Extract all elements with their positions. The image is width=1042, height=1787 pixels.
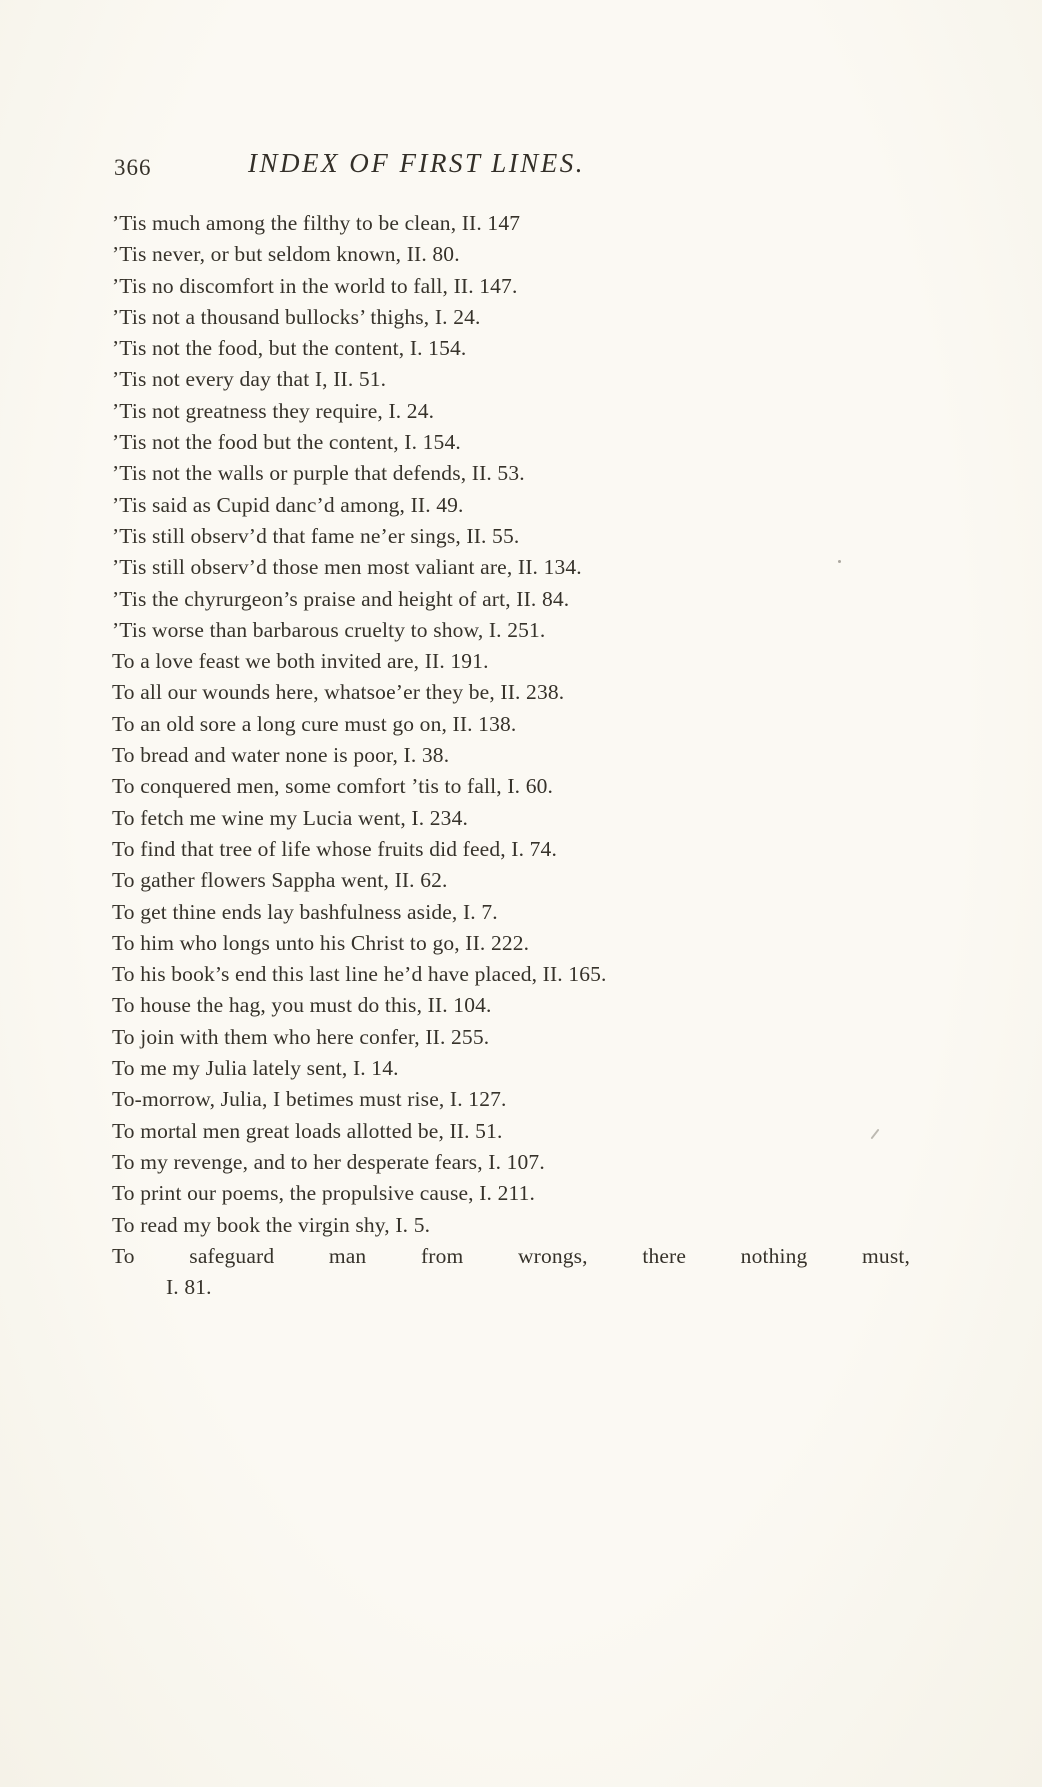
index-entry: To an old sore a long cure must go on, II. 138.	[112, 711, 517, 736]
page-content	[112, 146, 910, 1303]
index-entry: ’Tis not the food, but the content, I. 154.	[112, 336, 467, 361]
index-entry: ’Tis never, or but seldom known, II. 80.	[112, 242, 460, 267]
scan-artifact	[838, 560, 841, 563]
index-entry: I. 81.	[166, 1275, 212, 1300]
index-entry: To his book’s end this last line he’d have placed, II. 165.	[112, 962, 607, 987]
index-entry: To fetch me wine my Lucia went, I. 234.	[112, 805, 469, 830]
index-entry: To him who longs unto his Christ to go, II. 222.	[112, 930, 530, 955]
index-entry: ’Tis still observ’d those men most valiant are, II. 134.	[112, 555, 582, 580]
page-number: 366	[114, 155, 152, 180]
index-entry: To find that tree of life whose fruits did feed, I. 74.	[112, 836, 557, 861]
index-entry: ’Tis said as Cupid danc’d among, II. 49.	[112, 492, 464, 517]
index-entry: To me my Julia lately sent, I. 14.	[112, 1056, 399, 1081]
index-entry: To get thine ends lay bashfulness aside, I. 7.	[112, 899, 498, 924]
index-entry: ’Tis not a thousand bullocks’ thighs, I. 24.	[112, 304, 481, 329]
index-entry: To all our wounds here, whatsoe’er they be, II. 238.	[112, 680, 565, 705]
index-entry: To join with them who here confer, II. 255.	[112, 1024, 490, 1049]
index-entry: To safeguard man from wrongs, there nothing must,	[112, 1243, 910, 1268]
index-entry: ’Tis no discomfort in the world to fall, II. 147.	[112, 273, 518, 298]
index-entry: To gather flowers Sappha went, II. 62.	[112, 868, 448, 893]
page-title: INDEX OF FIRST LINES.	[248, 148, 585, 178]
index-entry: To bread and water none is poor, I. 38.	[112, 743, 450, 768]
index-entry: To read my book the virgin shy, I. 5.	[112, 1212, 431, 1237]
index-entry: To-morrow, Julia, I betimes must rise, I. 127.	[112, 1087, 507, 1112]
index-entry: ’Tis not the walls or purple that defends, II. 53.	[112, 461, 525, 486]
page-header	[112, 146, 910, 200]
index-entry: To mortal men great loads allotted be, II. 51.	[112, 1118, 503, 1143]
index-entry: To my revenge, and to her desperate fears, I. 107.	[112, 1149, 545, 1174]
index-entry: ’Tis not the food but the content, I. 154.	[112, 430, 461, 455]
index-entry: To house the hag, you must do this, II. 104.	[112, 993, 492, 1018]
index-entry: ’Tis the chyrurgeon’s praise and height of art, II. 84.	[112, 586, 570, 611]
index-entry: ’Tis worse than barbarous cruelty to show, I. 251.	[112, 617, 546, 642]
index-entries	[112, 208, 910, 1303]
index-entry: ’Tis much among the filthy to be clean, II. 147	[112, 211, 521, 235]
index-entry: To conquered men, some comfort ’tis to fall, I. 60.	[112, 774, 554, 799]
index-entry: ’Tis still observ’d that fame ne’er sings, II. 55.	[112, 523, 520, 548]
index-entry: To a love feast we both invited are, II. 191.	[112, 649, 489, 674]
index-entry: ’Tis not greatness they require, I. 24.	[112, 398, 435, 423]
index-entry: To print our poems, the propulsive cause, I. 211.	[112, 1181, 536, 1206]
index-entry: ’Tis not every day that I, II. 51.	[112, 367, 387, 392]
